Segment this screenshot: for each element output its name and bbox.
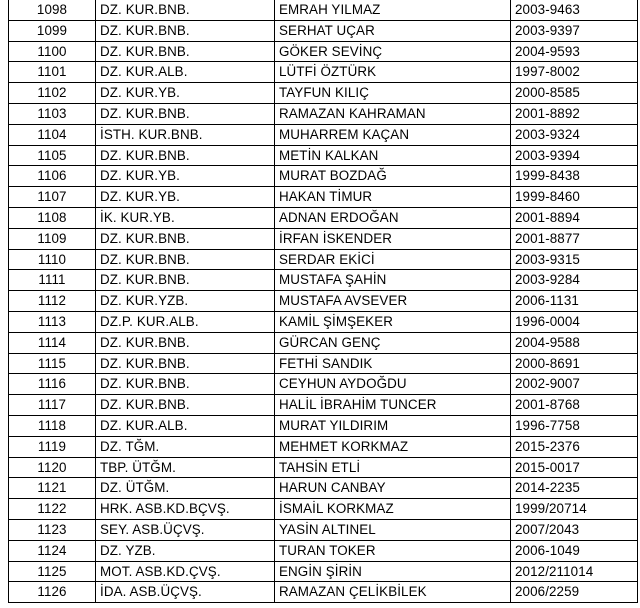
table-row bbox=[9, 270, 638, 291]
name-cell: TURAN TOKER bbox=[275, 540, 511, 561]
registry-number-cell: 2014-2235 bbox=[511, 478, 638, 499]
row-number-cell: 1104 bbox=[9, 124, 96, 145]
rank-cell: DZ. ÜTĞM. bbox=[96, 478, 275, 499]
registry-number-cell: 2003-9284 bbox=[511, 270, 638, 291]
row-number-cell: 1106 bbox=[9, 166, 96, 187]
row-number-cell: 1113 bbox=[9, 311, 96, 332]
name-cell: MEHMET KORKMAZ bbox=[275, 436, 511, 457]
rank-cell: DZ. TĞM. bbox=[96, 436, 275, 457]
table-row bbox=[9, 519, 638, 540]
registry-number-cell: 1996-7758 bbox=[511, 415, 638, 436]
name-cell: ADNAN ERDOĞAN bbox=[275, 207, 511, 228]
registry-number-cell: 2012/211014 bbox=[511, 561, 638, 582]
row-number-cell: 1100 bbox=[9, 41, 96, 62]
registry-number-cell: 1999/20714 bbox=[511, 499, 638, 520]
name-cell: FETHİ SANDIK bbox=[275, 353, 511, 374]
rank-cell: MOT. ASB.KD.ÇVŞ. bbox=[96, 561, 275, 582]
row-number-cell: 1120 bbox=[9, 457, 96, 478]
registry-number-cell: 1999-8460 bbox=[511, 187, 638, 208]
name-cell: HALİL İBRAHİM TUNCER bbox=[275, 395, 511, 416]
rank-cell: DZ. KUR.BNB. bbox=[96, 332, 275, 353]
name-cell: RAMAZAN ÇELİKBİLEK bbox=[275, 582, 511, 603]
row-number-cell: 1110 bbox=[9, 249, 96, 270]
rank-cell: İK. KUR.YB. bbox=[96, 207, 275, 228]
rank-cell: DZ. YZB. bbox=[96, 540, 275, 561]
rank-cell: DZ. KUR.BNB. bbox=[96, 41, 275, 62]
name-cell: İRFAN İSKENDER bbox=[275, 228, 511, 249]
name-cell: GÜRCAN GENÇ bbox=[275, 332, 511, 353]
row-number-cell: 1099 bbox=[9, 20, 96, 41]
rank-cell: DZ. KUR.BNB. bbox=[96, 249, 275, 270]
row-number-cell: 1125 bbox=[9, 561, 96, 582]
name-cell: MURAT YILDIRIM bbox=[275, 415, 511, 436]
registry-number-cell: 2003-9324 bbox=[511, 124, 638, 145]
row-number-cell: 1117 bbox=[9, 395, 96, 416]
name-cell: MUSTAFA AVSEVER bbox=[275, 291, 511, 312]
rank-cell: DZ. KUR.BNB. bbox=[96, 228, 275, 249]
rank-cell: DZ.P. KUR.ALB. bbox=[96, 311, 275, 332]
row-number-cell: 1111 bbox=[9, 270, 96, 291]
row-number-cell: 1122 bbox=[9, 499, 96, 520]
rank-cell: İSTH. KUR.BNB. bbox=[96, 124, 275, 145]
rank-cell: DZ. KUR.ALB. bbox=[96, 415, 275, 436]
name-cell: RAMAZAN KAHRAMAN bbox=[275, 103, 511, 124]
table-row bbox=[9, 582, 638, 603]
registry-number-cell: 1997-8002 bbox=[511, 62, 638, 83]
rank-cell: DZ. KUR.BNB. bbox=[96, 103, 275, 124]
table-row bbox=[9, 207, 638, 228]
table-row bbox=[9, 83, 638, 104]
name-cell: METİN KALKAN bbox=[275, 145, 511, 166]
registry-number-cell: 2015-0017 bbox=[511, 457, 638, 478]
table-row bbox=[9, 145, 638, 166]
registry-number-cell: 2004-9588 bbox=[511, 332, 638, 353]
name-cell: ENGİN ŞİRİN bbox=[275, 561, 511, 582]
rank-cell: DZ. KUR.BNB. bbox=[96, 0, 275, 20]
name-cell: MUHARREM KAÇAN bbox=[275, 124, 511, 145]
registry-number-cell: 2001-8894 bbox=[511, 207, 638, 228]
personnel-table bbox=[8, 0, 638, 603]
name-cell: MURAT BOZDAĞ bbox=[275, 166, 511, 187]
row-number-cell: 1118 bbox=[9, 415, 96, 436]
row-number-cell: 1114 bbox=[9, 332, 96, 353]
registry-number-cell: 2003-9463 bbox=[511, 0, 638, 20]
row-number-cell: 1115 bbox=[9, 353, 96, 374]
registry-number-cell: 2003-9397 bbox=[511, 20, 638, 41]
rank-cell: DZ. KUR.BNB. bbox=[96, 270, 275, 291]
table-row bbox=[9, 41, 638, 62]
registry-number-cell: 2007/2043 bbox=[511, 519, 638, 540]
rank-cell: HRK. ASB.KD.BÇVŞ. bbox=[96, 499, 275, 520]
row-number-cell: 1101 bbox=[9, 62, 96, 83]
table-row bbox=[9, 62, 638, 83]
name-cell: LÜTFİ ÖZTÜRK bbox=[275, 62, 511, 83]
table-row bbox=[9, 436, 638, 457]
row-number-cell: 1121 bbox=[9, 478, 96, 499]
rank-cell: DZ. KUR.BNB. bbox=[96, 353, 275, 374]
registry-number-cell: 2002-9007 bbox=[511, 374, 638, 395]
row-number-cell: 1119 bbox=[9, 436, 96, 457]
rank-cell: DZ. KUR.ALB. bbox=[96, 62, 275, 83]
name-cell: MUSTAFA ŞAHİN bbox=[275, 270, 511, 291]
registry-number-cell: 2003-9315 bbox=[511, 249, 638, 270]
registry-number-cell: 2004-9593 bbox=[511, 41, 638, 62]
rank-cell: DZ. KUR.BNB. bbox=[96, 145, 275, 166]
registry-number-cell: 2000-8585 bbox=[511, 83, 638, 104]
row-number-cell: 1105 bbox=[9, 145, 96, 166]
row-number-cell: 1108 bbox=[9, 207, 96, 228]
registry-number-cell: 1999-8438 bbox=[511, 166, 638, 187]
table-row bbox=[9, 374, 638, 395]
table-row bbox=[9, 478, 638, 499]
registry-number-cell: 1996-0004 bbox=[511, 311, 638, 332]
registry-number-cell: 2000-8691 bbox=[511, 353, 638, 374]
name-cell: KAMİL ŞİMŞEKER bbox=[275, 311, 511, 332]
row-number-cell: 1123 bbox=[9, 519, 96, 540]
name-cell: SERDAR EKİCİ bbox=[275, 249, 511, 270]
rank-cell: SEY. ASB.ÜÇVŞ. bbox=[96, 519, 275, 540]
registry-number-cell: 2001-8877 bbox=[511, 228, 638, 249]
row-number-cell: 1107 bbox=[9, 187, 96, 208]
table-row bbox=[9, 457, 638, 478]
name-cell: TAYFUN KILIÇ bbox=[275, 83, 511, 104]
table-row bbox=[9, 0, 638, 20]
rank-cell: DZ. KUR.BNB. bbox=[96, 374, 275, 395]
rank-cell: DZ. KUR.YZB. bbox=[96, 291, 275, 312]
table-row bbox=[9, 20, 638, 41]
rank-cell: İDA. ASB.ÜÇVŞ. bbox=[96, 582, 275, 603]
row-number-cell: 1098 bbox=[9, 0, 96, 20]
table-row bbox=[9, 540, 638, 561]
row-number-cell: 1112 bbox=[9, 291, 96, 312]
table-row bbox=[9, 561, 638, 582]
table-row bbox=[9, 415, 638, 436]
row-number-cell: 1109 bbox=[9, 228, 96, 249]
name-cell: SERHAT UÇAR bbox=[275, 20, 511, 41]
table-row bbox=[9, 166, 638, 187]
row-number-cell: 1116 bbox=[9, 374, 96, 395]
registry-number-cell: 2006-1049 bbox=[511, 540, 638, 561]
row-number-cell: 1102 bbox=[9, 83, 96, 104]
registry-number-cell: 2001-8892 bbox=[511, 103, 638, 124]
table-row bbox=[9, 187, 638, 208]
registry-number-cell: 2003-9394 bbox=[511, 145, 638, 166]
registry-number-cell: 2006/2259 bbox=[511, 582, 638, 603]
table-row bbox=[9, 249, 638, 270]
registry-number-cell: 2006-1131 bbox=[511, 291, 638, 312]
table-row bbox=[9, 124, 638, 145]
table-row bbox=[9, 353, 638, 374]
table-body bbox=[9, 0, 638, 603]
row-number-cell: 1126 bbox=[9, 582, 96, 603]
rank-cell: DZ. KUR.BNB. bbox=[96, 395, 275, 416]
name-cell: YASİN ALTINEL bbox=[275, 519, 511, 540]
name-cell: EMRAH YILMAZ bbox=[275, 0, 511, 20]
rank-cell: TBP. ÜTĞM. bbox=[96, 457, 275, 478]
name-cell: GÖKER SEVİNÇ bbox=[275, 41, 511, 62]
name-cell: TAHSİN ETLİ bbox=[275, 457, 511, 478]
table-row bbox=[9, 499, 638, 520]
table-row bbox=[9, 228, 638, 249]
table-row bbox=[9, 291, 638, 312]
name-cell: CEYHUN AYDOĞDU bbox=[275, 374, 511, 395]
name-cell: HARUN CANBAY bbox=[275, 478, 511, 499]
rank-cell: DZ. KUR.BNB. bbox=[96, 20, 275, 41]
table-row bbox=[9, 103, 638, 124]
name-cell: İSMAİL KORKMAZ bbox=[275, 499, 511, 520]
name-cell: HAKAN TİMUR bbox=[275, 187, 511, 208]
row-number-cell: 1124 bbox=[9, 540, 96, 561]
rank-cell: DZ. KUR.YB. bbox=[96, 187, 275, 208]
table-row bbox=[9, 395, 638, 416]
row-number-cell: 1103 bbox=[9, 103, 96, 124]
registry-number-cell: 2015-2376 bbox=[511, 436, 638, 457]
registry-number-cell: 2001-8768 bbox=[511, 395, 638, 416]
table-row bbox=[9, 311, 638, 332]
table-row bbox=[9, 332, 638, 353]
rank-cell: DZ. KUR.YB. bbox=[96, 166, 275, 187]
rank-cell: DZ. KUR.YB. bbox=[96, 83, 275, 104]
